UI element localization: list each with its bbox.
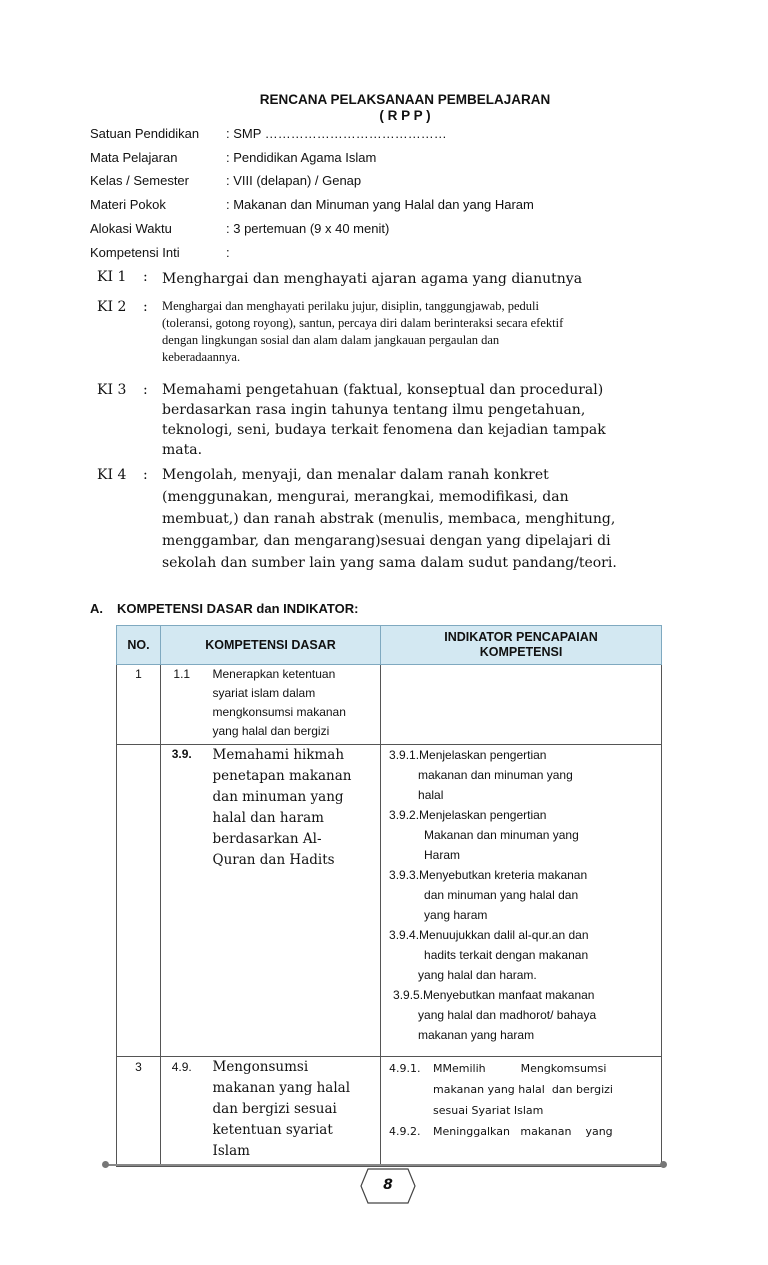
ki1-colon: : <box>143 269 148 285</box>
meta-value-materi: : Makanan dan Minuman yang Halal dan yang Haram <box>226 197 534 212</box>
row1-num: 1.1 <box>161 665 203 745</box>
ki2-line: dengan lingkungan sosial dan alam dalam jangkauan pergaulan dan <box>162 333 500 347</box>
indicator-num: 4.9.1. <box>389 1062 421 1075</box>
ki3-line: teknologi, seni, budaya terkait fenomena dan kejadian tampak <box>162 422 606 438</box>
footer-rule-right-dot <box>660 1161 667 1168</box>
indicator-line: 3.9.2.Menjelaskan pengertian <box>389 808 547 822</box>
row2-kd-line: berdasarkan Al- <box>212 831 322 847</box>
row1-kd-line: Menerapkan ketentuan <box>212 667 336 681</box>
ki4-text <box>162 464 662 574</box>
row3-num: 4.9. <box>161 1057 203 1167</box>
ki1-line: Menghargai dan menghayati ajaran agama yang dianutnya <box>162 271 583 287</box>
section-a-title: KOMPETENSI DASAR dan INDIKATOR: <box>117 601 359 616</box>
row2-indikator <box>381 745 662 1057</box>
footer-rule <box>106 1164 663 1166</box>
row3-kd-line: Islam <box>212 1143 250 1159</box>
meta-label-mapel: Mata Pelajaran <box>90 150 178 165</box>
meta-label-materi: Materi Pokok <box>90 197 166 212</box>
row2-kd-line: penetapan makanan <box>212 768 352 784</box>
row3-kd-line: dan bergizi sesuai <box>212 1101 337 1117</box>
meta-value-kelas: : VIII (delapan) / Genap <box>226 173 362 188</box>
meta-value-ki: : <box>226 245 230 260</box>
row1-kd-line: mengkonsumsi makanan <box>212 705 346 719</box>
indicator-line: Makanan dan minuman yang <box>424 828 579 842</box>
ki2-line: (toleransi, gotong royong), santun, percaya diri dalam berinteraksi secara efektif <box>162 316 564 330</box>
row3-indikator <box>381 1057 662 1167</box>
ki3-text <box>162 380 662 460</box>
row3-kd <box>203 1057 381 1167</box>
row1-kd-line: syariat islam dalam <box>212 686 316 700</box>
indicator-line <box>389 1058 657 1079</box>
indicator-line: yang halal dan madhorot/ bahaya <box>418 1008 597 1022</box>
page-number: 8 <box>383 1177 393 1193</box>
ki3-colon: : <box>143 382 148 398</box>
indicator-line: halal <box>418 788 444 802</box>
meta-label-alokasi: Alokasi Waktu <box>90 221 172 236</box>
row1-kd-line: yang halal dan bergizi <box>212 724 330 738</box>
ki4-line: menggambar, dan mengarang)sesuai dengan yang dipelajari di <box>162 533 611 549</box>
row2-no <box>117 745 161 1057</box>
document-subtitle: ( R P P ) <box>379 108 431 123</box>
header-indikator-line2: KOMPETENSI <box>479 645 563 659</box>
row1-indikator <box>381 665 662 745</box>
meta-value-mapel: : Pendidikan Agama Islam <box>226 150 377 165</box>
indicator-line: makanan dan minuman yang <box>418 768 573 782</box>
table-row <box>117 745 662 1057</box>
ki1-text <box>162 269 662 289</box>
meta-value-alokasi: : 3 pertemuan (9 x 40 menit) <box>226 221 390 236</box>
meta-label-kelas: Kelas / Semester <box>90 173 189 188</box>
ki3-line: berdasarkan rasa ingin tahunya tentang ilmu pengetahuan, <box>162 402 586 418</box>
table-row <box>117 665 662 745</box>
header-indikator-line1: INDIKATOR PENCAPAIAN <box>444 630 598 644</box>
indicator-line: 3.9.4.Menuujukkan dalil al-qur.an dan <box>389 928 589 942</box>
ki4-line: sekolah dan sumber lain yang sama dalam sudut pandang/teori. <box>162 555 617 571</box>
indicator-text: MMemilih Mengkomsumsi <box>433 1062 607 1075</box>
row2-kd-line: dan minuman yang <box>212 789 344 805</box>
header-indikator <box>381 626 662 665</box>
row3-kd-line: makanan yang halal <box>212 1080 351 1096</box>
row3-kd-line: ketentuan syariat <box>212 1122 333 1138</box>
ki4-line: Mengolah, menyaji, dan menalar dalam ranah konkret <box>162 467 549 483</box>
indicator-line: 3.9.3.Menyebutkan kreteria makanan <box>389 868 588 882</box>
kd-indicator-table <box>116 625 662 1167</box>
row2-num: 3.9. <box>161 745 203 1057</box>
header-no: NO. <box>117 626 161 665</box>
row2-kd-line: Memahami hikmah <box>212 747 345 763</box>
indicator-line: 3.9.1.Menjelaskan pengertian <box>389 748 547 762</box>
indicator-line: yang halal dan haram. <box>418 968 537 982</box>
ki3-line: mata. <box>162 442 203 458</box>
ki2-code: KI 2 <box>97 299 127 315</box>
ki3-line: Memahami pengetahuan (faktual, konseptual dan procedural) <box>162 382 604 398</box>
section-a-label: A. <box>90 601 103 616</box>
ki4-line: membuat,) dan ranah abstrak (menulis, membaca, menghitung, <box>162 511 616 527</box>
indicator-line: hadits terkait dengan makanan <box>424 948 589 962</box>
ki1-code: KI 1 <box>97 269 127 285</box>
ki4-colon: : <box>143 467 148 483</box>
row1-kd <box>203 665 381 745</box>
ki2-colon: : <box>143 299 148 315</box>
row2-kd-line: halal dan haram <box>212 810 324 826</box>
row2-kd-line: Quran dan Hadits <box>212 852 335 868</box>
ki3-code: KI 3 <box>97 382 127 398</box>
indicator-line: Haram <box>424 848 461 862</box>
indicator-text: sesuai Syariat Islam <box>433 1104 544 1117</box>
row2-kd <box>203 745 381 1057</box>
row3-kd-line: Mengonsumsi <box>212 1059 309 1075</box>
footer-rule-left-dot <box>102 1161 109 1168</box>
indicator-line: makanan yang haram <box>418 1028 535 1042</box>
indicator-text: Meninggalkan makanan yang <box>433 1125 613 1138</box>
table-row <box>117 1057 662 1167</box>
indicator-line <box>389 1121 657 1142</box>
indicator-num: 4.9.2. <box>389 1125 421 1138</box>
indicator-text: makanan yang halal dan bergizi <box>433 1083 613 1096</box>
ki2-text <box>162 298 662 366</box>
ki2-line: Menghargai dan menghayati perilaku jujur, disiplin, tanggungjawab, peduli <box>162 299 539 313</box>
row3-no: 3 <box>117 1057 161 1167</box>
table-header-row <box>117 626 662 665</box>
meta-label-satuan: Satuan Pendidikan <box>90 126 200 141</box>
row1-no: 1 <box>117 665 161 745</box>
meta-label-ki: Kompetensi Inti <box>90 245 180 260</box>
ki2-line: keberadaannya. <box>162 350 241 364</box>
header-kd: KOMPETENSI DASAR <box>161 626 381 665</box>
ki4-line: (menggunakan, mengurai, merangkai, memodifikasi, dan <box>162 489 569 505</box>
indicator-line: dan minuman yang halal dan <box>424 888 579 902</box>
indicator-line: yang haram <box>424 908 488 922</box>
indicator-line: 3.9.5.Menyebutkan manfaat makanan <box>393 988 595 1002</box>
document-title: RENCANA PELAKSANAAN PEMBELAJARAN <box>259 92 551 107</box>
meta-value-satuan: : SMP …………………………………… <box>226 126 447 141</box>
indicator-line <box>389 1100 657 1121</box>
indicator-line <box>389 1079 657 1100</box>
ki4-code: KI 4 <box>97 467 127 483</box>
